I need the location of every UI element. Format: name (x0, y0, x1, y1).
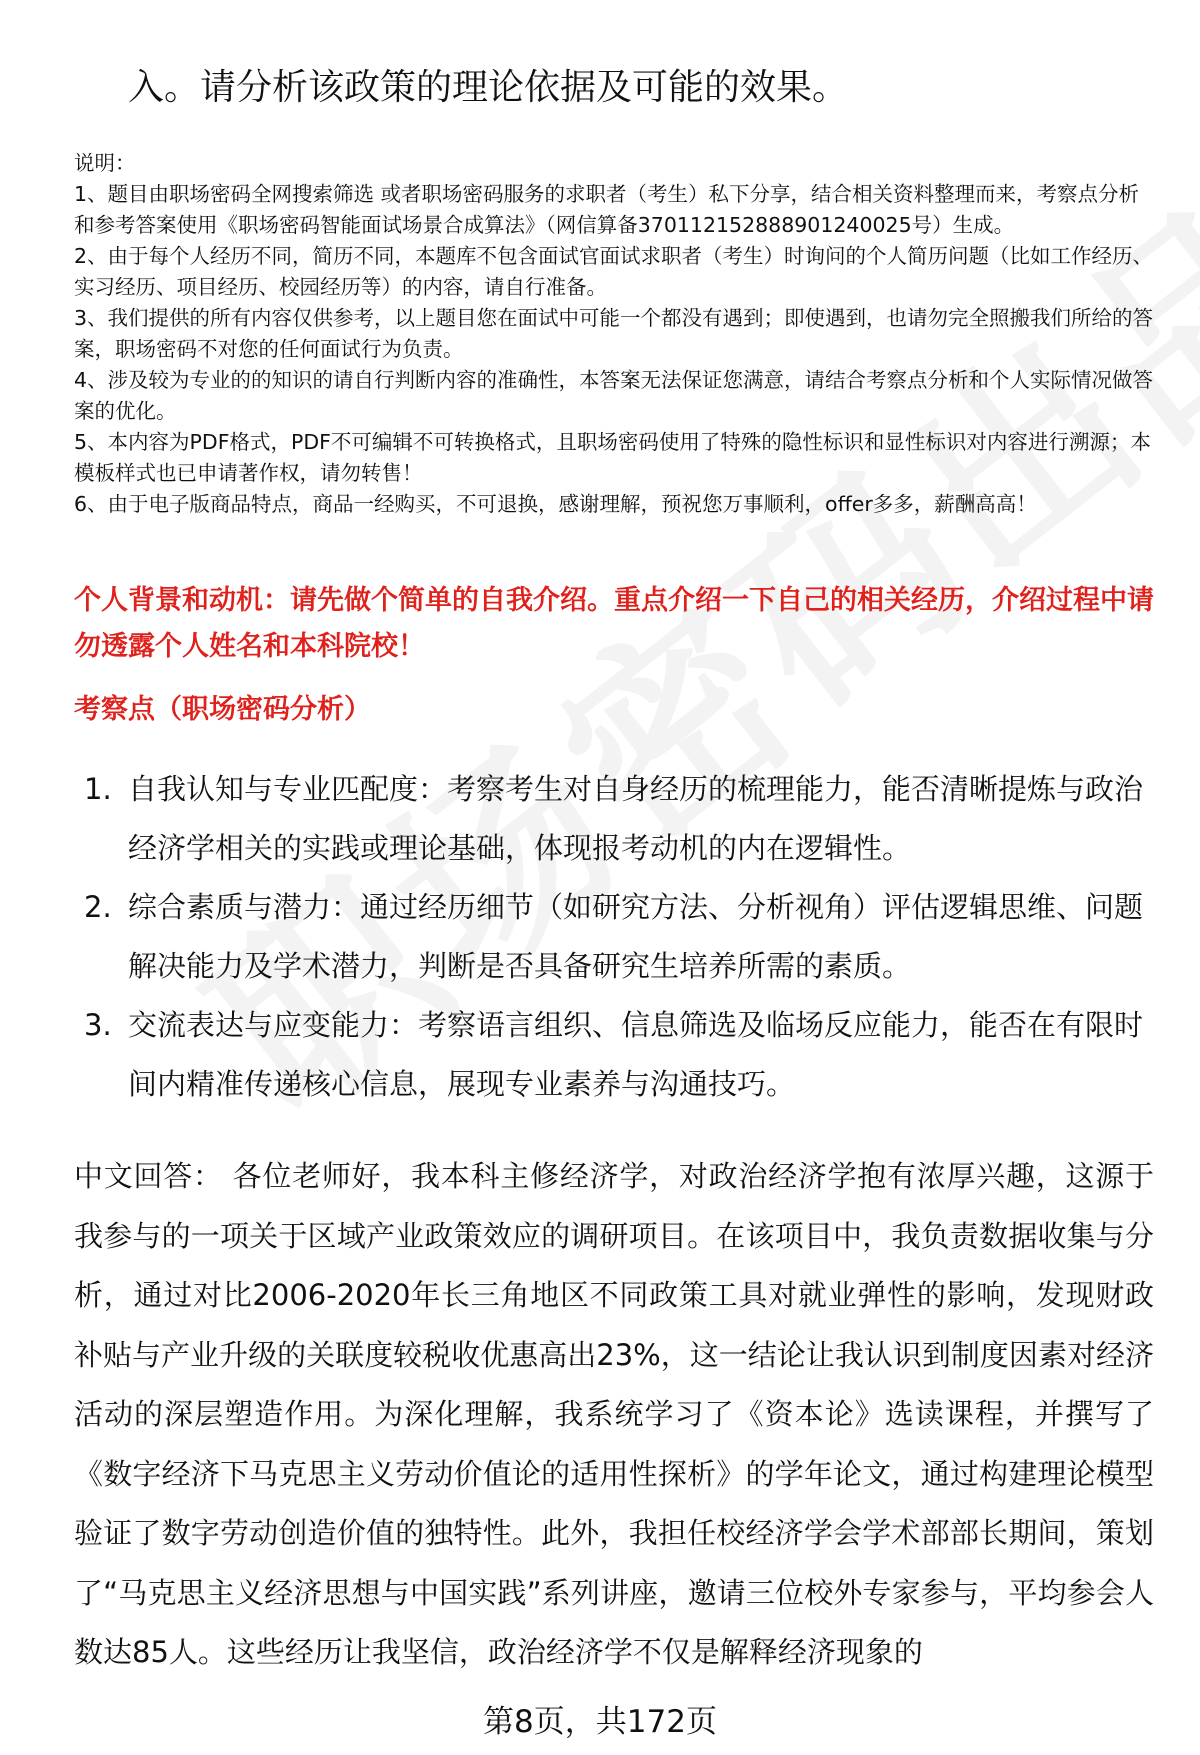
notes-title: 说明： (74, 151, 136, 175)
point-number: 1. (84, 772, 112, 806)
point-text: 自我认知与专业匹配度：考察考生对自身经历的梳理能力，能否清晰提炼与政治经济学相关的实践或理论基础，体现报考动机的内在逻辑性。 (128, 772, 1144, 865)
notes-section (74, 148, 1154, 520)
note-item: 5、本内容为PDF格式，PDF不可编辑不可转换格式，且职场密码使用了特殊的隐性标识和显性标识对内容进行溯源；本模板样式也已申请著作权，请勿转售！ (74, 430, 1151, 485)
note-item: 1、题目由职场密码全网搜索筛选 或者职场密码服务的求职者（考生）私下分享，结合相关资料整理而来，考察点分析和参考答案使用《职场密码智能面试场景合成算法》（网信算备370112152888901240025号）生成。 (74, 182, 1140, 237)
point-text: 综合素质与潜力：通过经历细节（如研究方法、分析视角）评估逻辑思维、问题解决能力及学术潜力，判断是否具备研究生培养所需的素质。 (128, 890, 1144, 983)
assessment-point (84, 996, 1154, 1114)
note-item: 3、我们提供的所有内容仅供参考，以上题目您在面试中可能一个都没有遇到；即使遇到，也请勿完全照搬我们所给的答案，职场密码不对您的任何面试行为负责。 (74, 306, 1154, 361)
interview-question: 个人背景和动机：请先做个简单的自我介绍。重点介绍一下自己的相关经历，介绍过程中请勿透露个人姓名和本科院校！ (74, 585, 1154, 662)
note-item: 2、由于每个人经历不同，简历不同，本题库不包含面试官面试求职者（考生）时询问的个人简历问题（比如工作经历、实习经历、项目经历、校园经历等）的内容，请自行准备。 (74, 244, 1154, 299)
point-text: 交流表达与应变能力：考察语言组织、信息筛选及临场反应能力，能否在有限时间内精准传递核心信息，展现专业素养与沟通技巧。 (128, 1008, 1144, 1101)
assessment-points (84, 760, 1154, 1114)
assessment-point (84, 878, 1154, 996)
points-title: 考察点（职场密码分析） (74, 694, 371, 725)
answer-paragraph: 中文回答： 各位老师好，我本科主修经济学，对政治经济学抱有浓厚兴趣，这源于我参与的一项关于区域产业政策效应的调研项目。在该项目中，我负责数据收集与分析，通过对比2006-2020年长三角地区不同政策工具对就业弹性的影响，发现财政补贴与产业升级的关联度较税收优惠高出23%，这一结论让我认识到制度因素对经济活动的深层塑造作用。为深化理解，我系统学习了《资本论》选读课程，并撰写了《数字经济下马克思主义劳动价值论的适用性探析》的学年论文，通过构建理论模型验证了数字劳动创造价值的独特性。此外，我担任校经济学会学术部部长期间，策划了“马克思主义经济思想与中国实践”系列讲座，邀请三位校外专家参与，平均参会人数达85人。这些经历让我坚信，政治经济学不仅是解释经济现象的 (74, 1159, 1154, 1669)
page-number: 第8页，共172页 (483, 1704, 717, 1740)
assessment-point (84, 760, 1154, 878)
point-number: 3. (84, 1008, 112, 1042)
note-item: 4、涉及较为专业的的知识的请自行判断内容的准确性，本答案无法保证您满意，请结合考察点分析和个人实际情况做答案的优化。 (74, 368, 1154, 423)
note-item: 6、由于电子版商品特点，商品一经购买，不可退换，感谢理解，预祝您万事顺利，offer多多，薪酬高高！ (74, 492, 1037, 516)
point-number: 2. (84, 890, 112, 924)
question-continuation: 入。请分析该政策的理论依据及可能的效果。 (128, 67, 849, 108)
